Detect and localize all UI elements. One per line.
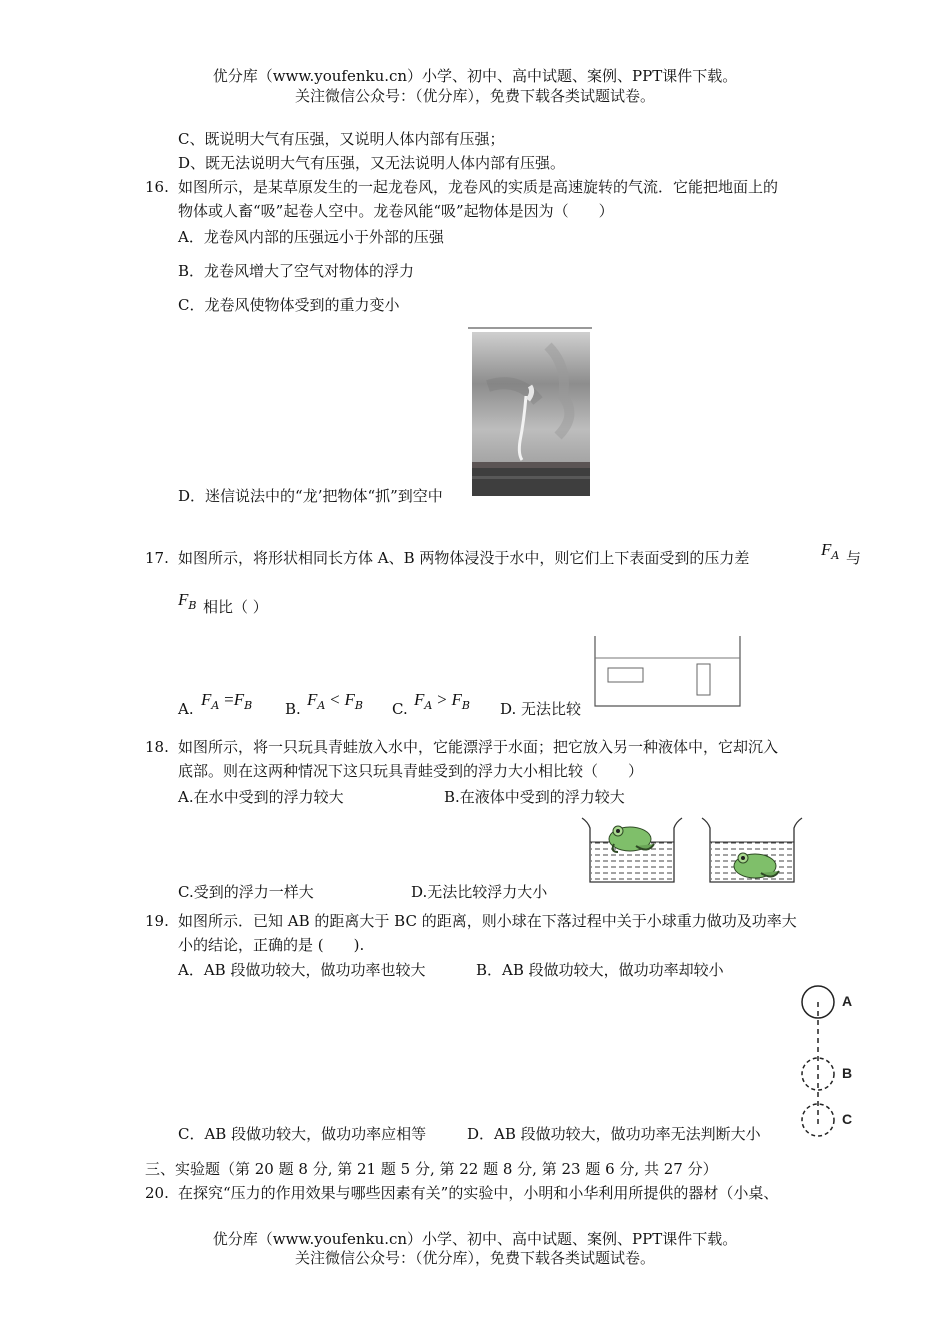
q19-stem-line-1: 如图所示．已知 AB 的距离大于 BC 的距离，则小球在下落过程中关于小球重力做功及功率大 [178, 912, 797, 930]
q16-number: 16. [145, 178, 169, 196]
q19-stem-line-2: 小的结论，正确的是 ( ). [178, 936, 365, 954]
q19-option-a: A．AB 段做功较大，做功功率也较大 [178, 961, 426, 979]
label-a: A [842, 993, 853, 1009]
q15-option-c: C、既说明大气有压强，又说明人体内部有压强； [178, 130, 505, 148]
q16-option-d: D．迷信说法中的“龙’把物体“抓”到空中 [178, 487, 443, 505]
q18-frog-diagram [578, 816, 803, 886]
footer-line-2: 关注微信公众号：（优分库），免费下载各类试题试卷。 [294, 1249, 655, 1267]
q18-number: 18. [145, 738, 169, 756]
q19-option-d: D．AB 段做功较大，做功功率无法判断大小 [467, 1125, 761, 1143]
q16-stem-line-2: 物体或人畜“吸”起卷人空中。龙卷风能“吸”起物体是因为（ ） [178, 202, 614, 220]
q17-stem-yu: 与 [846, 549, 862, 567]
q17-number: 17. [145, 549, 169, 567]
q17-container-diagram [592, 636, 744, 708]
q17-fa: $F_A$ [821, 540, 840, 562]
q17-option-c-label: C. [392, 700, 408, 718]
q19-option-c: C．AB 段做功较大，做功功率应相等 [178, 1125, 427, 1143]
q20-number: 20. [145, 1184, 169, 1202]
q15-option-d: D、既无法说明大气有压强，又无法说明人体内部有压强。 [178, 154, 566, 172]
label-c: C [842, 1111, 853, 1127]
q19-ball-diagram [798, 984, 860, 1140]
label-b: B [842, 1065, 853, 1081]
q18-option-c: C.受到的浮力一样大 [178, 883, 314, 901]
q16-stem-line-1: 如图所示，是某草原发生的一起龙卷风，龙卷风的实质是高速旋转的气流．它能把地面上的 [178, 178, 779, 196]
header-line-1: 优分库（www.youfenku.cn）小学、初中、高中试题、案例、PPT课件下载。 [212, 67, 738, 85]
q18-option-b: B.在液体中受到的浮力较大 [444, 788, 625, 806]
block-b [697, 664, 710, 695]
block-a [608, 668, 643, 682]
footer-line-1: 优分库（www.youfenku.cn）小学、初中、高中试题、案例、PPT课件下载。 [212, 1230, 738, 1248]
q17-stem-line-1: 如图所示，将形状相同长方体 A、B 两物体浸没于水中，则它们上下表面受到的压力差 [178, 549, 750, 567]
section-3-title: 三、实验题（第 20 题 8 分, 第 21 题 5 分, 第 22 题 8 分, 第 23 题 6 分, 共 27 分） [145, 1160, 718, 1178]
q17-option-c-formula: $F_A > F_B$ [414, 690, 470, 712]
q17-option-d: D. 无法比较 [500, 700, 582, 718]
q16-option-a: A．龙卷风内部的压强远小于外部的压强 [178, 228, 444, 246]
q17-option-a-formula: $F_A =F_B$ [201, 690, 253, 712]
q18-option-a: A.在水中受到的浮力较大 [178, 788, 344, 806]
q17-stem-line-2: 相比（ ） [203, 598, 268, 616]
q17-fb: $F_B$ [178, 590, 197, 612]
q18-stem-line-2: 底部。则在这两种情况下这只玩具青蛙受到的浮力大小相比较（ ） [178, 762, 644, 780]
header-line-2: 关注微信公众号：（优分库），免费下载各类试题试卷。 [294, 87, 655, 105]
frog-floating [609, 826, 654, 852]
q17-option-b-formula: $F_A < F_B$ [307, 690, 363, 712]
q16-option-c: C．龙卷风使物体受到的重力变小 [178, 296, 400, 314]
q18-option-d: D.无法比较浮力大小 [411, 883, 548, 901]
q17-option-a-label: A. [178, 700, 194, 718]
q16-option-b: B．龙卷风增大了空气对物体的浮力 [178, 262, 415, 280]
q19-option-b: B．AB 段做功较大，做功功率却较小 [476, 961, 724, 979]
tornado-photo [468, 326, 592, 496]
q19-number: 19. [145, 912, 169, 930]
q18-stem-line-1: 如图所示，将一只玩具青蛙放入水中，它能漂浮于水面；把它放入另一种液体中，它却沉入 [178, 738, 779, 756]
q17-option-b-label: B. [285, 700, 301, 718]
q20-stem-line-1: 在探究“压力的作用效果与哪些因素有关”的实验中，小明和小华利用所提供的器材（小桌、 [178, 1184, 779, 1202]
